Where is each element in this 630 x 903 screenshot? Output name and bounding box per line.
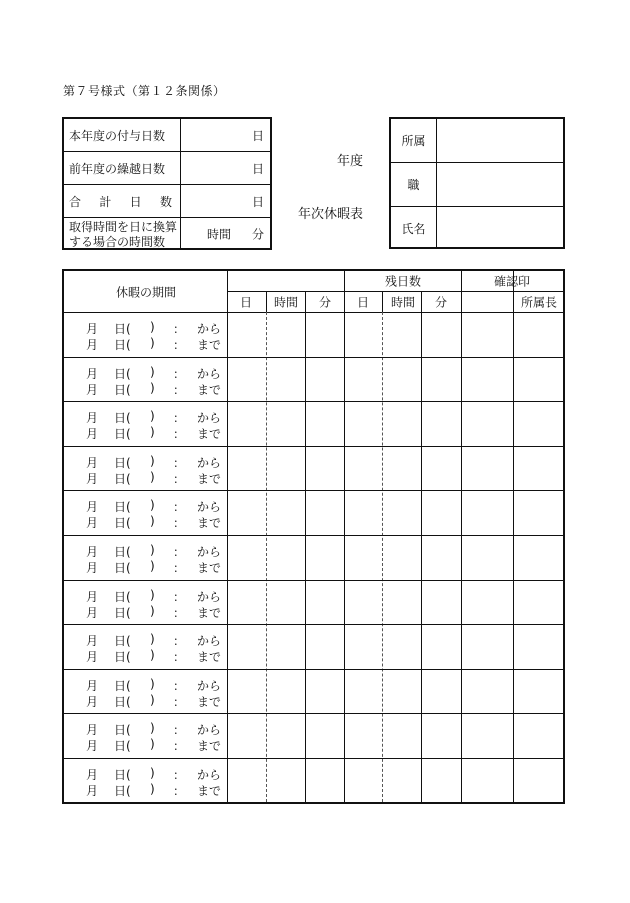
from-to-label: まで (197, 427, 222, 442)
from-to-label: から (197, 768, 222, 782)
day-label: 日( (114, 545, 131, 559)
total-row (64, 185, 270, 218)
table-row (64, 357, 227, 402)
from-to-label: まで (197, 516, 222, 531)
weekday-paren: ) (150, 782, 155, 796)
subheader-divider (305, 291, 306, 312)
table-row (64, 758, 227, 803)
period-line (86, 425, 226, 440)
month-label: 月 (86, 561, 99, 575)
weekday-paren: ) (150, 587, 155, 602)
period-line (86, 514, 226, 529)
column-divider (421, 312, 422, 802)
time-colon: ： (173, 338, 186, 352)
day-label: 日( (114, 694, 131, 709)
from-to-label: まで (197, 605, 222, 620)
name-label: 氏名 (391, 207, 437, 249)
period-line (86, 336, 226, 351)
total-char: 計 (99, 194, 112, 209)
period-line (86, 543, 226, 558)
from-to-label: から (197, 411, 222, 426)
time-colon: ： (173, 516, 186, 531)
column-divider (227, 271, 228, 802)
time-colon: ： (173, 768, 186, 782)
month-label: 月 (86, 723, 99, 738)
row-divider (64, 713, 563, 714)
month-label: 月 (86, 650, 99, 665)
period-line (86, 381, 226, 396)
dashed-column-divider (382, 312, 383, 802)
table-row (64, 624, 227, 669)
used-day-header: 日 (239, 295, 253, 310)
day-label: 日( (114, 768, 131, 782)
month-label: 月 (86, 455, 99, 470)
day-label: 日( (114, 471, 131, 486)
day-label: 日( (114, 338, 131, 352)
day-label: 日( (114, 589, 131, 604)
time-colon: ： (173, 500, 186, 515)
form-number: 第７号様式（第１２条関係） (63, 84, 226, 98)
period-line (86, 604, 226, 619)
month-label: 月 (86, 411, 99, 426)
carryover-row (64, 152, 270, 185)
period-line (86, 559, 226, 574)
day-label: 日( (114, 723, 131, 738)
hours-unit: 時間 (207, 227, 232, 242)
from-to-label: から (197, 723, 222, 738)
day-label: 日( (114, 784, 131, 798)
day-label: 日( (114, 634, 131, 649)
period-line (86, 693, 226, 708)
from-to-label: まで (197, 338, 222, 352)
time-colon: ： (173, 411, 186, 426)
period-line (86, 588, 226, 603)
time-colon: ： (173, 784, 186, 798)
period-line (86, 409, 226, 424)
day-label: 日( (114, 561, 131, 575)
time-colon: ： (173, 605, 186, 620)
month-label: 月 (86, 739, 99, 754)
grant-summary-table (62, 117, 272, 250)
weekday-paren: ) (150, 766, 155, 780)
hour-conversion-label-line1: 取得時間を日に換算 (69, 220, 178, 234)
from-to-label: まで (197, 694, 222, 709)
table-row (64, 580, 227, 625)
weekday-paren: ) (150, 721, 155, 736)
table-row (64, 535, 227, 580)
period-line (86, 454, 226, 469)
month-label: 月 (86, 545, 99, 559)
row-divider (64, 446, 563, 447)
weekday-paren: ) (150, 380, 155, 395)
weekday-paren: ) (150, 543, 155, 557)
month-label: 月 (86, 768, 99, 782)
dashed-column-divider (266, 312, 267, 802)
day-label: 日( (114, 382, 131, 397)
row-divider (64, 758, 563, 759)
hour-conversion-label (64, 218, 181, 250)
total-char: 数 (159, 194, 172, 209)
time-colon: ： (173, 589, 186, 604)
from-to-label: から (197, 366, 222, 381)
day-label: 日( (114, 455, 131, 470)
weekday-paren: ) (150, 453, 155, 468)
time-colon: ： (173, 366, 186, 381)
from-to-label: から (197, 545, 222, 559)
day-label: 日( (114, 739, 131, 754)
row-divider (64, 669, 563, 670)
period-line (86, 648, 226, 663)
time-colon: ： (173, 427, 186, 442)
weekday-paren: ) (150, 409, 155, 424)
from-to-label: から (197, 455, 222, 470)
month-label: 月 (86, 589, 99, 604)
row-divider (64, 490, 563, 491)
period-line (86, 782, 226, 797)
month-label: 月 (86, 338, 99, 352)
month-label: 月 (86, 605, 99, 620)
month-label: 月 (86, 784, 99, 798)
weekday-paren: ) (150, 469, 155, 484)
table-row (64, 669, 227, 714)
weekday-paren: ) (150, 559, 155, 573)
subheader-divider (421, 291, 422, 312)
total-unit: 日 (251, 194, 264, 209)
column-divider (305, 312, 306, 802)
leave-record-table (62, 269, 565, 804)
from-to-label: まで (197, 382, 222, 397)
from-to-label: まで (197, 471, 222, 486)
remaining-days-header: 残日数 (384, 274, 422, 289)
table-row (64, 401, 227, 446)
month-label: 月 (86, 500, 99, 515)
weekday-paren: ) (150, 498, 155, 513)
day-label: 日( (114, 411, 131, 426)
table-row (64, 312, 227, 357)
annual-grant-label: 本年度の付与日数 (64, 119, 181, 151)
time-colon: ： (173, 739, 186, 754)
from-to-label: から (197, 322, 222, 336)
month-label: 月 (86, 516, 99, 531)
month-label: 月 (86, 471, 99, 486)
confirmation-seal-header: 確認印 (493, 274, 531, 289)
day-label: 日( (114, 605, 131, 620)
month-label: 月 (86, 678, 99, 693)
day-label: 日( (114, 650, 131, 665)
period-line (86, 766, 226, 781)
period-line (86, 498, 226, 513)
month-label: 月 (86, 694, 99, 709)
page-title: 年次休暇表 (298, 207, 364, 222)
dept-row (391, 119, 563, 163)
subheader-divider (382, 291, 383, 312)
annual-grant-row (64, 119, 270, 152)
from-to-label: まで (197, 784, 222, 798)
position-label: 職 (391, 163, 437, 206)
total-label (64, 185, 181, 217)
time-colon: ： (173, 723, 186, 738)
column-divider (461, 271, 462, 802)
from-to-label: まで (197, 561, 222, 575)
used-minutes-header: 分 (318, 295, 332, 310)
weekday-paren: ) (150, 603, 155, 618)
remaining-minutes-header: 分 (434, 295, 448, 310)
period-line (86, 365, 226, 380)
weekday-paren: ) (150, 320, 155, 334)
weekday-paren: ) (150, 336, 155, 350)
weekday-paren: ) (150, 514, 155, 529)
month-label: 月 (86, 366, 99, 381)
period-line (86, 632, 226, 647)
name-row (391, 207, 563, 249)
employee-info-box (389, 117, 565, 249)
time-colon: ： (173, 455, 186, 470)
weekday-paren: ) (150, 676, 155, 691)
from-to-label: から (197, 634, 222, 649)
month-label: 月 (86, 427, 99, 442)
time-colon: ： (173, 322, 186, 336)
weekday-paren: ) (150, 648, 155, 663)
from-to-label: まで (197, 650, 222, 665)
header-bottom-line (64, 312, 563, 313)
time-colon: ： (173, 634, 186, 649)
total-char: 合 (69, 194, 82, 209)
column-divider (344, 271, 345, 802)
row-divider (64, 357, 563, 358)
position-row (391, 163, 563, 207)
hour-conversion-row (64, 218, 270, 250)
remaining-day-header: 日 (356, 295, 370, 310)
time-colon: ： (173, 650, 186, 665)
month-label: 月 (86, 382, 99, 397)
day-label: 日( (114, 678, 131, 693)
time-colon: ： (173, 678, 186, 693)
weekday-paren: ) (150, 425, 155, 440)
period-line (86, 677, 226, 692)
fiscal-year-label: 年度 (337, 154, 364, 169)
minutes-unit: 分 (251, 227, 264, 242)
period-line (86, 721, 226, 736)
column-divider (513, 271, 514, 802)
from-to-label: から (197, 678, 222, 693)
from-to-label: から (197, 589, 222, 604)
table-row (64, 446, 227, 491)
period-line (86, 470, 226, 485)
weekday-paren: ) (150, 632, 155, 647)
dept-label: 所属 (391, 119, 437, 162)
time-colon: ： (173, 694, 186, 709)
day-label: 日( (114, 516, 131, 531)
time-colon: ： (173, 382, 186, 397)
total-char: 日 (129, 194, 142, 209)
period-line (86, 737, 226, 752)
row-divider (64, 624, 563, 625)
remaining-hours-header: 時間 (390, 295, 416, 310)
hour-conversion-label-line2: する場合の時間数 (69, 235, 166, 249)
row-divider (64, 401, 563, 402)
carryover-label: 前年度の繰越日数 (64, 152, 181, 184)
from-to-label: まで (197, 739, 222, 754)
subheader-divider (266, 291, 267, 312)
day-label: 日( (114, 322, 131, 336)
table-row (64, 490, 227, 535)
day-label: 日( (114, 366, 131, 381)
month-label: 月 (86, 322, 99, 336)
from-to-label: から (197, 500, 222, 515)
annual-grant-unit: 日 (251, 128, 264, 143)
weekday-paren: ) (150, 737, 155, 752)
weekday-paren: ) (150, 364, 155, 379)
time-colon: ： (173, 471, 186, 486)
table-row (64, 713, 227, 758)
row-divider (64, 535, 563, 536)
carryover-unit: 日 (251, 161, 264, 176)
day-label: 日( (114, 427, 131, 442)
day-label: 日( (114, 500, 131, 515)
time-colon: ： (173, 561, 186, 575)
row-divider (64, 580, 563, 581)
period-line (86, 320, 226, 335)
time-colon: ： (173, 545, 186, 559)
dept-head-header: 所属長 (520, 295, 558, 310)
hour-conversion-units (181, 218, 270, 250)
period-header: 休暇の期間 (115, 285, 177, 300)
weekday-paren: ) (150, 692, 155, 707)
month-label: 月 (86, 634, 99, 649)
used-hours-header: 時間 (273, 295, 299, 310)
